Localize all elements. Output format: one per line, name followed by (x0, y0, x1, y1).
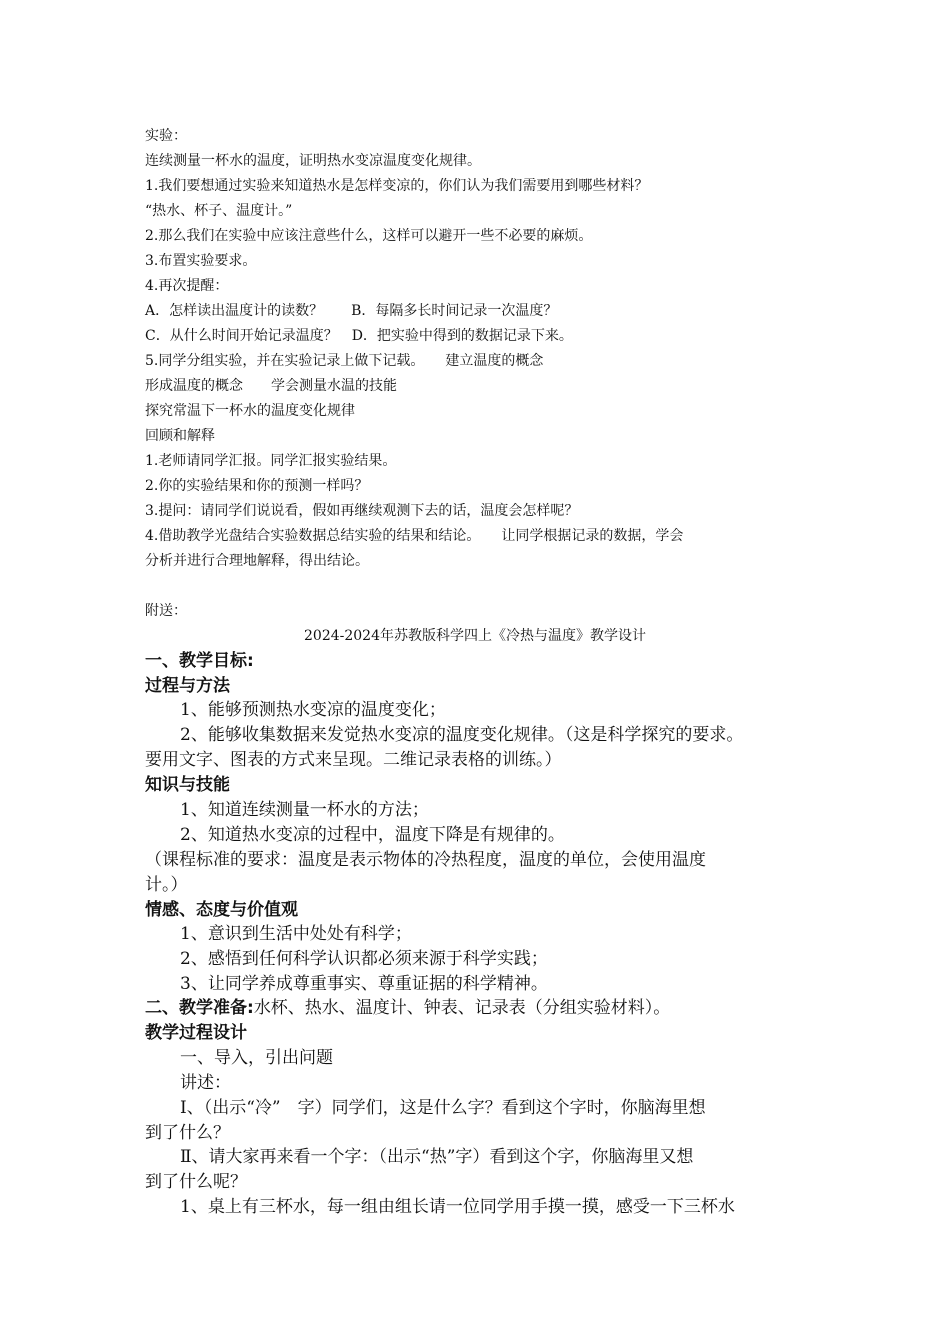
experiment-line: 4.再次提醒： (145, 278, 229, 294)
experiment-label: 实验： (145, 128, 187, 144)
knowledge-item: 1、知道连续测量一杯水的方法； (180, 800, 429, 820)
experiment-line: 分析并进行合理地解释，得出结论。 (145, 553, 369, 569)
knowledge-item: 计。） (145, 875, 188, 895)
experiment-line: 2.那么我们在实验中应该注意些什么，这样可以避开一些不必要的麻烦。 (145, 228, 593, 244)
process-heading: 过程与方法 (145, 676, 230, 696)
experiment-line: A．怎样读出温度计的读数？ B．每隔多长时间记录一次温度？ (145, 303, 558, 319)
knowledge-item: （课程标准的要求：温度是表示物体的冷热程度，温度的单位，会使用温度 (145, 850, 706, 870)
experiment-line: 形成温度的概念 学会测量水温的技能 (145, 378, 397, 394)
experiment-line: 4.借助教学光盘结合实验数据总结实验的结果和结论。 让同学根据记录的数据，学会 (145, 528, 684, 544)
experiment-line: C．从什么时间开始记录温度？ D．把实验中得到的数据记录下来。 (145, 328, 573, 344)
experiment-line: 回顾和解释 (145, 428, 215, 444)
experiment-line: 5.同学分组实验，并在实验记录上做下记载。 建立温度的概念 (145, 353, 544, 369)
course-line: Ⅰ、（出示“冷” 字）同学们，这是什么字？看到这个字时，你脑海里想 (180, 1098, 706, 1118)
process-item: 2、能够收集数据来发觉热水变凉的温度变化规律。（这是科学探究的要求。 (180, 725, 744, 745)
appendix-label: 附送： (145, 603, 187, 619)
course-line: 讲述： (180, 1073, 231, 1093)
document-title: 2024-2024年苏教版科学四上《冷热与温度》教学设计 (304, 628, 646, 644)
prep-text: 水杯、热水、温度计、钟表、记录表（分组实验材料）。 (253, 998, 671, 1018)
course-line: 1、桌上有三杯水，每一组由组长请一位同学用手摸一摸，感受一下三杯水 (180, 1197, 735, 1217)
knowledge-item: 2、知道热水变凉的过程中，温度下降是有规律的。 (180, 825, 565, 845)
course-heading: 教学过程设计 (145, 1023, 247, 1043)
course-line: 到了什么？ (145, 1123, 230, 1143)
emotion-heading: 情感、态度与价值观 (145, 900, 298, 920)
experiment-line: 探究常温下一杯水的温度变化规律 (145, 403, 355, 419)
experiment-line: 1.老师请同学汇报。同学汇报实验结果。 (145, 453, 397, 469)
objectives-heading: 一、教学目标: (145, 651, 254, 671)
experiment-line: 3.布置实验要求。 (145, 253, 257, 269)
course-line: 到了什么呢？ (145, 1172, 247, 1192)
prep-heading: 二、教学准备: (145, 998, 254, 1018)
experiment-line: 2.你的实验结果和你的预测一样吗？ (145, 478, 369, 494)
emotion-item: 2、感悟到任何科学认识都必须来源于科学实践； (180, 949, 548, 969)
experiment-line: 连续测量一杯水的温度，证明热水变凉温度变化规律。 (145, 153, 481, 169)
process-item: 1、能够预测热水变凉的温度变化； (180, 700, 446, 720)
experiment-line: 3.提问：请同学们说说看，假如再继续观测下去的话，温度会怎样呢？ (145, 503, 579, 519)
course-line: Ⅱ、请大家再来看一个字：（出示“热”字）看到这个字，你脑海里又想 (180, 1147, 694, 1167)
experiment-line: 1.我们要想通过实验来知道热水是怎样变凉的，你们认为我们需要用到哪些材料？ (145, 178, 649, 194)
process-item: 要用文字、图表的方式来呈现。二维记录表格的训练。） (145, 750, 562, 770)
knowledge-heading: 知识与技能 (145, 775, 230, 795)
course-line: 一、导入，引出问题 (180, 1048, 333, 1068)
experiment-line: “热水、杯子、温度计。” (145, 203, 293, 219)
emotion-item: 1、意识到生活中处处有科学； (180, 924, 412, 944)
emotion-item: 3、让同学养成尊重事实、尊重证据的科学精神。 (180, 974, 548, 994)
prep-line (145, 1000, 670, 1017)
